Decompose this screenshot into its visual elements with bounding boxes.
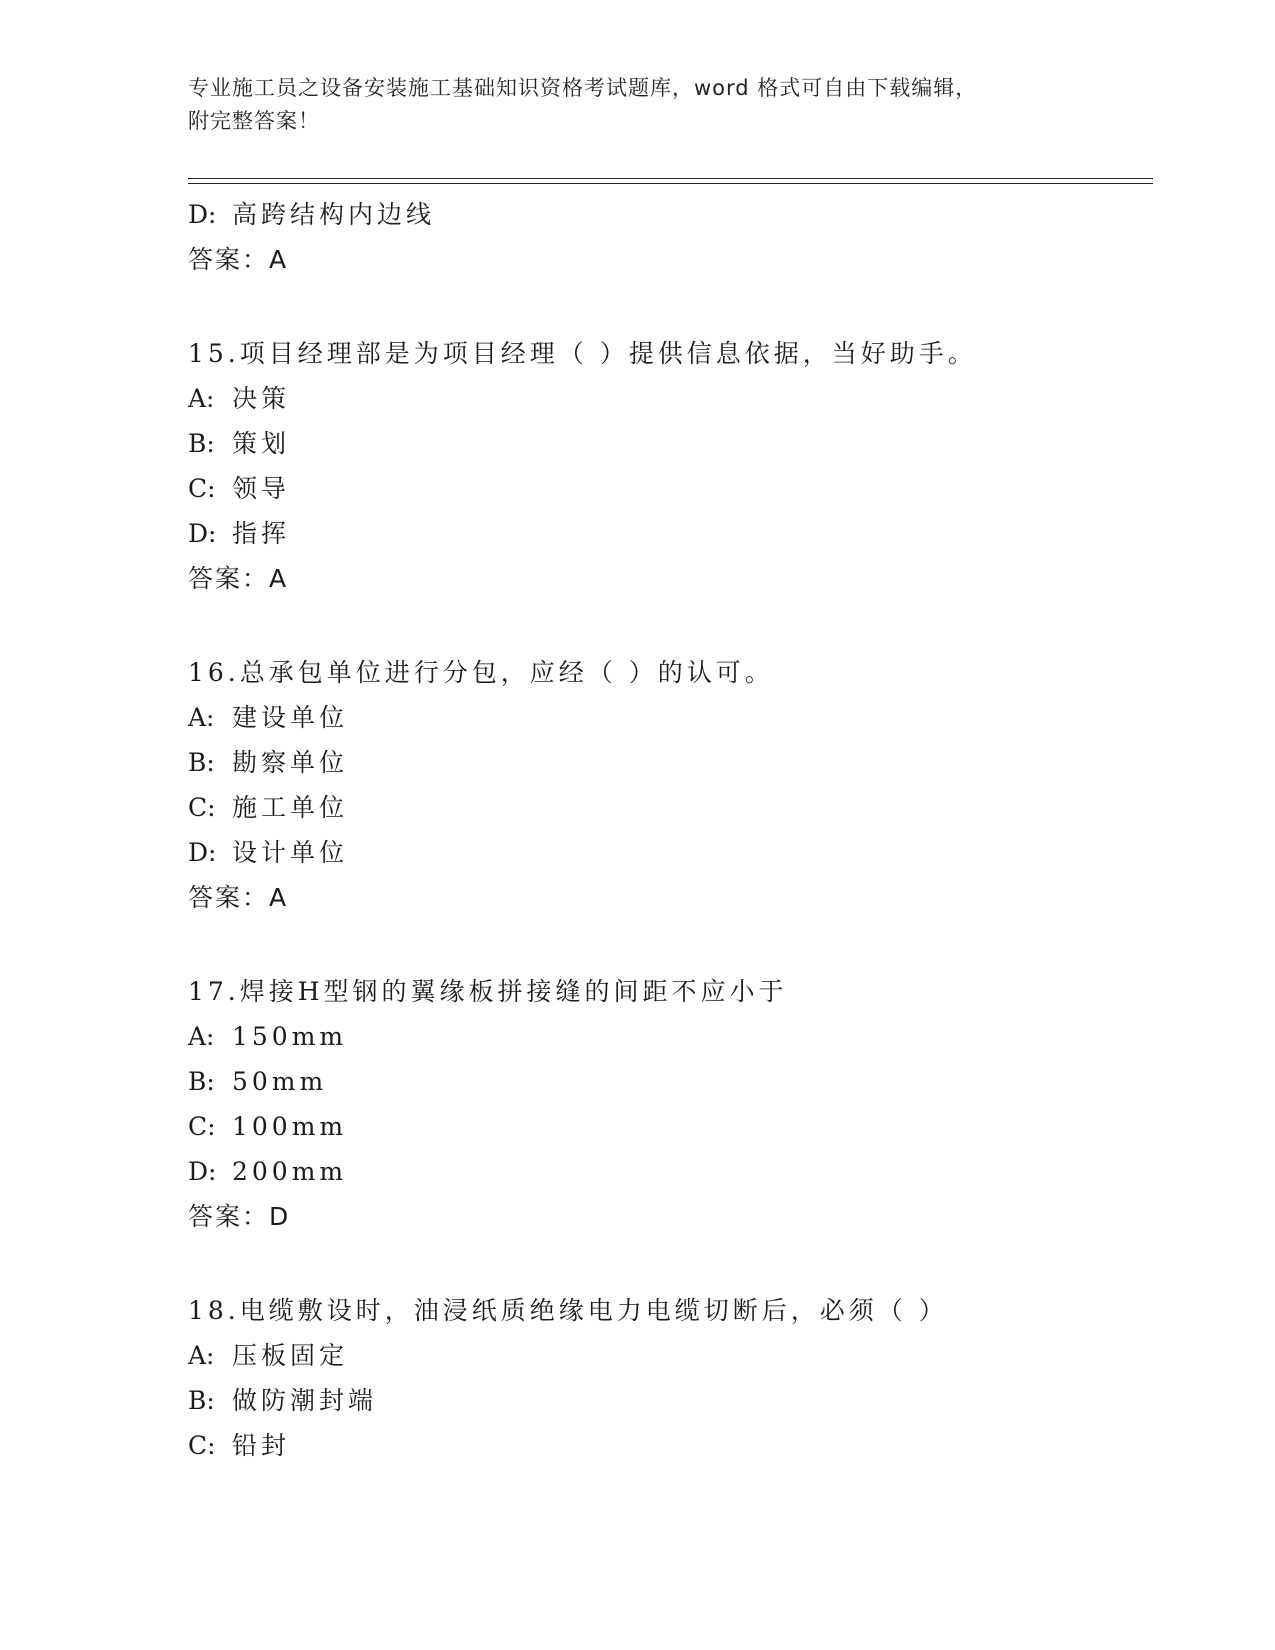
question-stem: 17.焊接H型钢的翼缘板拼接缝的间距不应小于 [188, 977, 788, 1006]
option-text: 策划 [232, 429, 291, 458]
answer-line: 答案：A [188, 564, 289, 593]
option-text: 100mm [232, 1112, 348, 1141]
option-label: C: [188, 474, 216, 503]
spacer [188, 283, 1153, 331]
answer-line: 答案：D [188, 1202, 291, 1231]
option-line [188, 1059, 1153, 1104]
option-label: B: [188, 1067, 215, 1096]
option-label: D: [188, 519, 217, 548]
option-line [188, 1149, 1153, 1194]
header-divider-top [188, 178, 1153, 179]
spacer [188, 602, 1153, 650]
option-text: 施工单位 [232, 793, 349, 822]
header-line-2: 附完整答案！ [188, 109, 320, 133]
option-line [188, 830, 1153, 875]
option-line [188, 466, 1153, 511]
option-text: 压板固定 [232, 1341, 349, 1370]
header-line-1: 专业施工员之设备安装施工基础知识资格考试题库，word 格式可自由下载编辑， [188, 76, 978, 100]
document-header [188, 72, 1088, 138]
question-stem: 16.总承包单位进行分包，应经（ ）的认可。 [188, 658, 774, 687]
option-text: 高跨结构内边线 [232, 200, 436, 229]
option-label: B: [188, 429, 215, 458]
option-text: 决策 [232, 384, 291, 413]
option-text: 铅封 [232, 1431, 291, 1460]
question-list [188, 192, 1153, 1468]
option-label: C: [188, 1112, 216, 1141]
option-label: A: [188, 1022, 215, 1051]
spacer [188, 1240, 1153, 1288]
question-stem: 15.项目经理部是为项目经理（ ）提供信息依据，当好助手。 [188, 339, 977, 368]
option-line [188, 1104, 1153, 1149]
option-label: C: [188, 793, 216, 822]
option-line [188, 740, 1153, 785]
option-line [188, 1423, 1153, 1468]
option-label: B: [188, 748, 215, 777]
option-text: 建设单位 [232, 703, 349, 732]
option-line [188, 192, 1153, 237]
option-text: 勘察单位 [232, 748, 349, 777]
option-line [188, 421, 1153, 466]
option-text: 领导 [232, 474, 291, 503]
option-line [188, 785, 1153, 830]
option-label: A: [188, 703, 215, 732]
header-divider-bottom [188, 183, 1153, 184]
answer-line: 答案：A [188, 883, 289, 912]
option-text: 指挥 [232, 519, 291, 548]
option-label: D: [188, 1157, 217, 1186]
option-text: 50mm [232, 1067, 328, 1096]
option-text: 200mm [232, 1157, 348, 1186]
option-line [188, 1014, 1153, 1059]
option-line [188, 1333, 1153, 1378]
question-stem: 18.电缆敷设时，油浸纸质绝缘电力电缆切断后，必须（ ） [188, 1296, 948, 1325]
option-text: 设计单位 [232, 838, 349, 867]
option-label: A: [188, 384, 215, 413]
option-text: 做防潮封端 [232, 1386, 378, 1415]
answer-line: 答案：A [188, 245, 289, 274]
option-text: 150mm [232, 1022, 348, 1051]
option-line [188, 511, 1153, 556]
option-label: D: [188, 200, 217, 229]
option-line [188, 376, 1153, 421]
option-label: C: [188, 1431, 216, 1460]
option-label: B: [188, 1386, 215, 1415]
option-label: A: [188, 1341, 215, 1370]
option-line [188, 695, 1153, 740]
option-line [188, 1378, 1153, 1423]
spacer [188, 921, 1153, 969]
option-label: D: [188, 838, 217, 867]
